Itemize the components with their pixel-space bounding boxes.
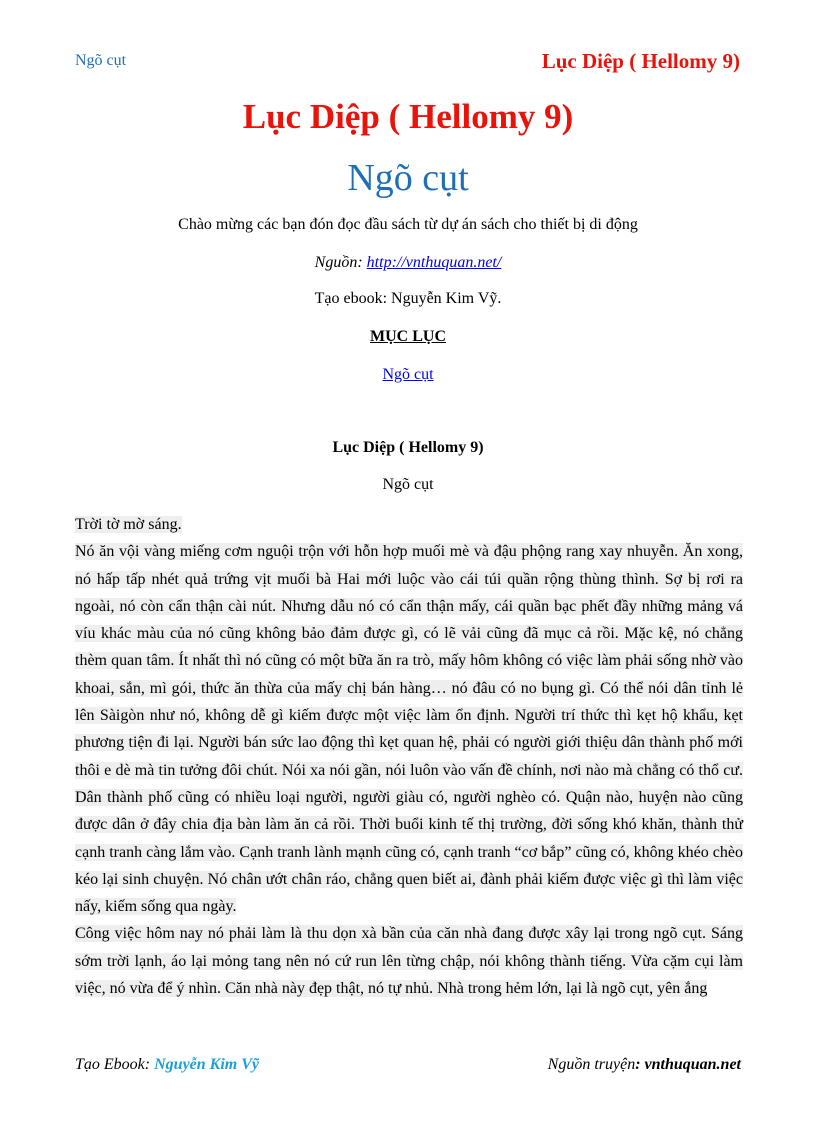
toc-item-ngo-cut[interactable]: Ngõ cụt xyxy=(382,366,434,383)
footer-ebook-credit xyxy=(75,1056,259,1074)
toc-list xyxy=(0,366,816,384)
toc-heading: MỤC LỤC xyxy=(370,328,446,345)
footer-ebook-name: Nguyễn Kim Vỹ xyxy=(154,1056,259,1073)
paragraph xyxy=(75,920,743,1002)
paragraph xyxy=(75,511,743,538)
article-title: Ngõ cụt xyxy=(382,476,434,493)
source-line xyxy=(0,254,816,272)
paragraph-text: Trời tờ mờ sáng. xyxy=(75,516,182,533)
book-subtitle: Ngõ cụt xyxy=(347,157,469,199)
header-story-title: Ngõ cụt xyxy=(75,52,127,69)
footer-source-label: Nguồn truyện xyxy=(547,1056,636,1073)
paragraph xyxy=(75,538,743,920)
header-author: Lục Diệp ( Hellomy 9) xyxy=(541,49,740,73)
book-author-title: Lục Diệp ( Hellomy 9) xyxy=(242,97,574,136)
source-label: Nguồn: xyxy=(314,254,367,271)
ebook-creator: Tạo ebook: Nguyễn Kim Vỹ. xyxy=(314,290,502,307)
source-link[interactable]: http://vnthuquan.net/ xyxy=(366,254,502,271)
paragraph-text: Nó ăn vội vàng miếng cơm nguội trộn với hỗn hợp muối mè và đậu phộng rang xay nhuyễn. Ăn xong, nó hấp tấp nhét quả trứng vịt muối bà Hai mới luộc vào cái túi quần rộng thùng thình. Sợ bị rơi ra ngoài, nó còn cẩn thận cài nút. Nhưng dẫu nó có cẩn thận mấy, cái quần bạc phết đầy những mảng vá víu khác màu của nó cũng không bảo đảm được gì, có lẽ vải cũng đã mục cả rồi. Mặc kệ, nó chẳng thèm quan tâm. Ít nhất thì nó cũng có một bữa ăn ra trò, mấy hôm không có việc làm phải sống nhờ vào khoai, sắn, mì gói, thức ăn thừa của mấy chị bán hàng… nó đâu có no bụng gì. Có thể nói dân tỉnh lẻ lên Sàigòn như nó, không dễ gì kiếm được một việc làm ổn định. Người trí thức thì kẹt hộ khẩu, kẹt phương tiện đi lại. Người bán sức lao động thì kẹt quan hệ, phải có người giới thiệu dân thành phố mới thôi e dè mà tin tưởng đôi chút. Nói xa nói gần, nói luôn vào vấn đề chính, nơi nào mà chẳng có thổ cư. Dân thành phố cũng có nhiều loại người, người giàu có, người nghèo có. Quận nào, huyện nào cũng được dân ở đây chia địa bàn làm ăn cả rồi. Thời buổi kinh tế thị trường, đời sống khó khăn, thành thử cạnh tranh càng lắm vào. Cạnh tranh lành mạnh cũng có, cạnh tranh “cơ bắp” cũng có, không khéo chèo kéo lại sinh chuyện. Nó chân ướt chân ráo, chẳng quen biết ai, đành phải kiếm được việc gì thì làm việc nấy, kiếm sống qua ngày. xyxy=(75,543,743,916)
footer-ebook-label: Tạo Ebook xyxy=(75,1056,145,1073)
footer-source-credit xyxy=(548,1056,741,1074)
footer-sep: : xyxy=(635,1056,645,1073)
welcome-text: Chào mừng các bạn đón đọc đầu sách từ dự án sách cho thiết bị di động xyxy=(178,216,638,233)
article-body xyxy=(75,511,743,1002)
paragraph-text: Công việc hôm nay nó phải làm là thu dọn xà bần của căn nhà đang được xây lại trong ngõ cụt. Sáng sớm trời lạnh, áo lại mỏng tang nên nó cứ run lên từng chập, nói không thành tiếng. Vừa cặm cụi làm việc, nó vừa để ý nhìn. Căn nhà này đẹp thật, nó tự nhủ. Nhà trong hẻm lớn, lại là ngõ cụt, yên ắng xyxy=(75,925,743,998)
footer-source-name: vnthuquan.net xyxy=(644,1056,741,1073)
footer-sep: : xyxy=(144,1056,155,1073)
article-author: Lục Diệp ( Hellomy 9) xyxy=(332,439,484,456)
